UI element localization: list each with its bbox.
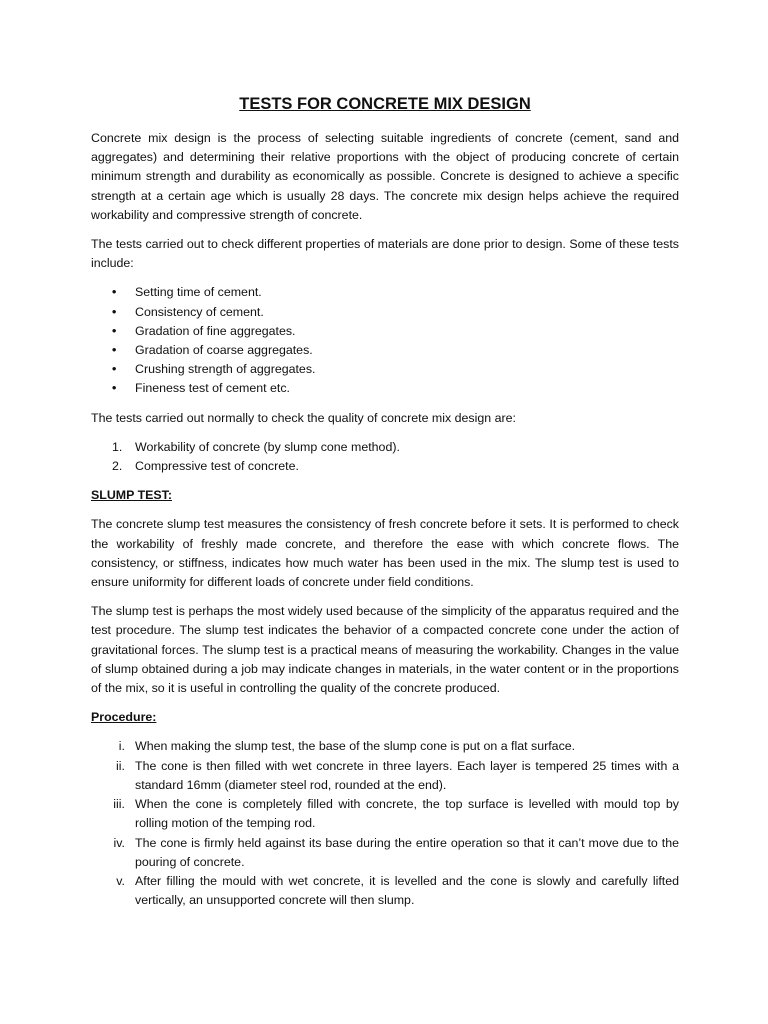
list-item (91, 438, 679, 457)
list-number: ii. (116, 758, 125, 773)
list-item: • Setting time of cement. (91, 283, 679, 302)
list-item (91, 757, 679, 795)
procedure-heading: Procedure: (91, 710, 157, 725)
list-item (91, 834, 679, 872)
list-item-text: Workability of concrete (by slump cone method). (135, 439, 400, 454)
intro-paragraph: Concrete mix design is the process of selecting suitable ingredients of concrete (cement, sand and aggregates) and determining their relative proportions with the object of producing concrete of certain minimum strength and durability as economically as possible. Concrete is designed to achieve a specific strength at a certain age which is usually 28 days. The concrete mix design helps achieve the required workability and compressive strength of concrete. (91, 131, 679, 222)
list-item-text: The cone is firmly held against its base during the entire operation so that it can’t move due to the pouring of concrete. (135, 835, 679, 869)
list-item (91, 795, 679, 833)
list-item (91, 872, 679, 910)
list-item-text: Compressive test of concrete. (135, 459, 299, 474)
list-item-text: After filling the mould with wet concrete, it is levelled and the cone is slowly and carefully lifted vertically, an unsupported concrete will then slump. (135, 873, 679, 908)
list-item-text: When the cone is completely filled with concrete, the top surface is levelled with mould top by rolling motion of the temping rod. (135, 797, 679, 831)
document-page (91, 92, 679, 910)
procedure-steps-list (91, 737, 679, 910)
list-item (91, 737, 679, 756)
slump-test-heading: SLUMP TEST: (91, 488, 173, 503)
quality-tests-list (91, 438, 679, 476)
tests-intro-paragraph: The tests carried out to check different properties of materials are done prior to design. Some of these tests include: (91, 237, 679, 271)
list-number: 2. (112, 459, 123, 474)
list-item: • Consistency of cement. (91, 303, 679, 322)
list-number: i. (118, 739, 125, 754)
list-number: v. (116, 873, 125, 888)
list-item: • Gradation of fine aggregates. (91, 322, 679, 341)
list-item-text: The cone is then filled with wet concrete in three layers. Each layer is tempered 25 times with a standard 16mm (diameter steel rod, rounded at the end). (135, 758, 679, 792)
material-tests-list (91, 283, 679, 398)
list-item: • Gradation of coarse aggregates. (91, 341, 679, 360)
slump-paragraph-1: The concrete slump test measures the consistency of fresh concrete before it sets. It is performed to check the workability of freshly made concrete, and therefore the ease with which concrete flows. The consistency, or stiffness, indicates how much water has been used in the mix. The slump test is used to ensure uniformity for different loads of concrete under field conditions. (91, 517, 679, 590)
list-number: iv. (113, 835, 125, 850)
quality-intro-paragraph: The tests carried out normally to check the quality of concrete mix design are: (91, 410, 516, 425)
list-item-text: When making the slump test, the base of the slump cone is put on a flat surface. (135, 739, 576, 754)
page-title: TESTS FOR CONCRETE MIX DESIGN (239, 95, 531, 113)
list-number: 1. (112, 439, 123, 454)
list-item (91, 457, 679, 476)
list-item: • Fineness test of cement etc. (91, 379, 679, 398)
slump-paragraph-2: The slump test is perhaps the most widely used because of the simplicity of the apparatus required and the test procedure. The slump test indicates the behavior of a compacted concrete cone under the action of gravitational forces. The slump test is a practical means of measuring the workability. Changes in the value of slump obtained during a job may indicate changes in materials, in the water content or in the proportions of the mix, so it is useful in controlling the quality of the concrete produced. (91, 604, 679, 696)
list-number: iii. (113, 797, 125, 812)
list-item: • Crushing strength of aggregates. (91, 360, 679, 379)
